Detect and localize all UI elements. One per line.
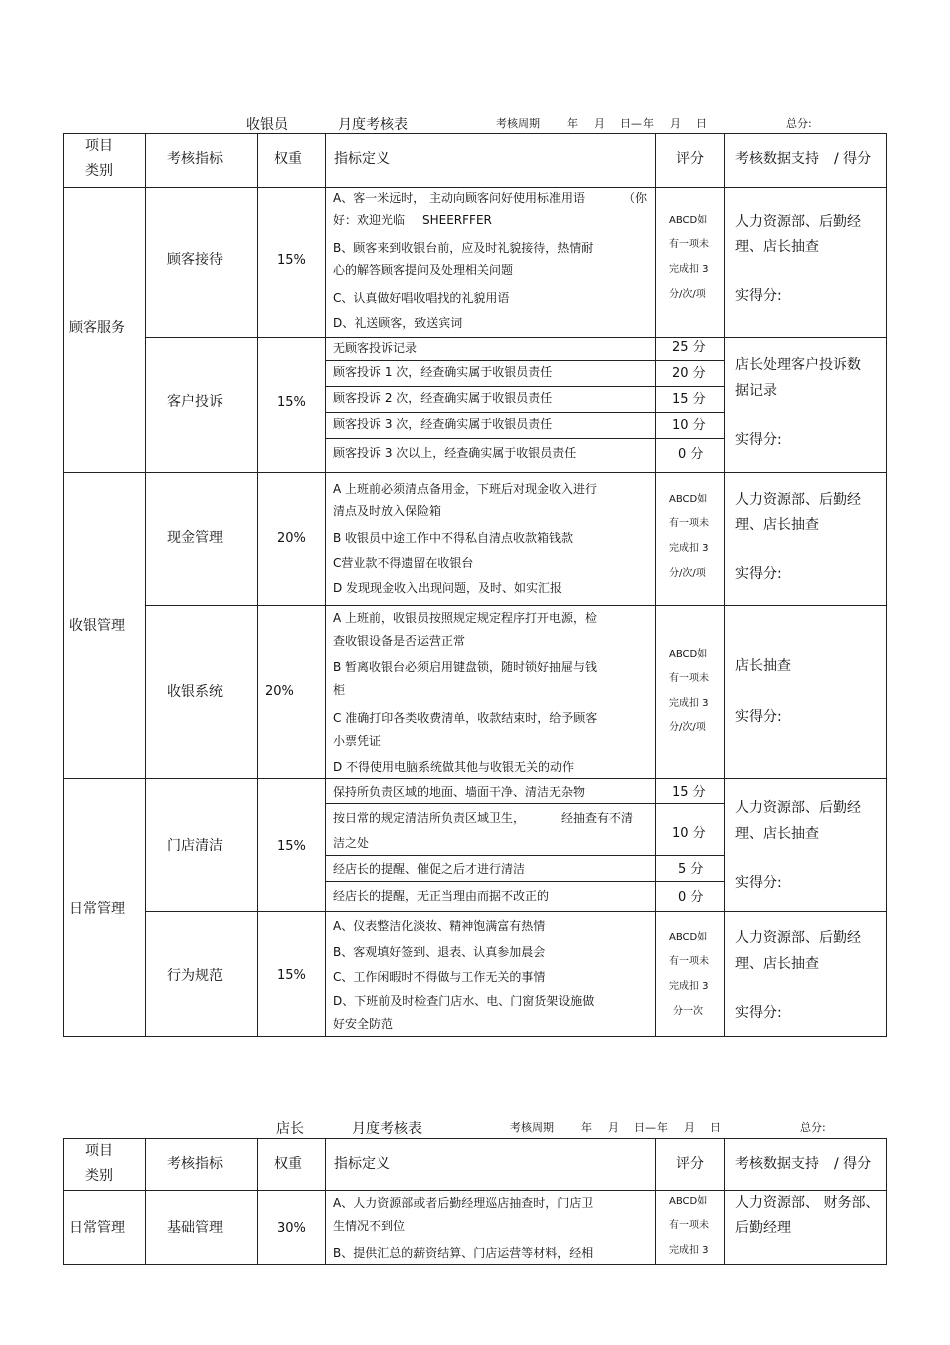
definition-line: 洁之处 — [333, 836, 370, 850]
definition-line: 顾客投诉 1 次，经查确实属于收银员责任 — [333, 365, 553, 379]
definition-line: 顾客投诉 3 次以上，经查确实属于收银员责任 — [333, 446, 577, 460]
definition-line: 好：欢迎光临 — [333, 213, 406, 227]
scoring-line: 有一项未 — [669, 518, 709, 529]
definition-line: A 上班前必须清点备用金，下班后对现金收入进行 — [333, 482, 598, 496]
scoring-line: ABCD如 — [669, 649, 708, 660]
score-value: 0 分 — [678, 447, 704, 462]
definition-line: B、客观填好签到、退表、认真参加晨会 — [333, 945, 546, 959]
total-score-label: 总分: — [800, 1121, 826, 1134]
col-header-project: 项目 — [85, 138, 113, 154]
indicator-label: 收银系统 — [167, 684, 223, 700]
period-year-end: 年 — [643, 117, 654, 130]
definition-line: D、礼送顾客，致送宾词 — [333, 316, 463, 330]
scoring-line: 有一项未 — [669, 956, 709, 967]
definition-line: A、客一米远时， 主动向顾客问好使用标准用语 — [333, 191, 586, 205]
col-header-support: 考核数据支持 — [735, 1156, 819, 1172]
scoring-line: 完成扣 3 — [669, 543, 709, 554]
col-header-scoring: 评分 — [676, 151, 704, 167]
scoring-line: 有一项未 — [669, 673, 709, 684]
category-label: 日常管理 — [69, 1220, 125, 1236]
weight-value: 20% — [265, 684, 294, 699]
scoring-line: ABCD如 — [669, 494, 708, 505]
scoring-line: 有一项未 — [669, 239, 709, 250]
indicator-label: 门店清洁 — [167, 838, 223, 854]
weight-value: 15% — [277, 395, 306, 410]
period-month-end: 月 — [684, 1121, 695, 1134]
category-label: 收银管理 — [69, 618, 125, 634]
weight-value: 20% — [277, 531, 306, 546]
score-value: 10 分 — [672, 826, 706, 841]
definition-line: 经店长的提醒、催促之后才进行清洁 — [333, 862, 526, 876]
support-line: 人力资源部、后勤经 — [735, 800, 861, 816]
definition-line: 经店长的提醒，无正当理由而据不改正的 — [333, 889, 550, 903]
actual-score-label: 实得分: — [735, 432, 782, 448]
definition-line: B、提供汇总的薪资结算、门店运营等材料，经相 — [333, 1246, 594, 1260]
scoring-line: 完成扣 3 — [669, 981, 709, 992]
form-title: 月度考核表 — [352, 1121, 422, 1137]
form-title: 月度考核表 — [338, 117, 408, 133]
definition-line: 小票凭证 — [333, 734, 382, 748]
definition-line: C、工作闲暇时不得做与工作无关的事情 — [333, 970, 546, 984]
definition-line: C 准确打印各类收费清单，收款结束时，给予顾客 — [333, 711, 598, 725]
definition-line: 无顾客投诉记录 — [333, 341, 418, 355]
support-line: 理、店长抽查 — [735, 239, 819, 255]
definition-line: D 不得使用电脑系统做其他与收银无关的动作 — [333, 760, 575, 774]
scoring-line: ABCD如 — [669, 1196, 708, 1207]
actual-score-label: 实得分: — [735, 288, 782, 304]
period-year-end: 年 — [657, 1121, 668, 1134]
support-line: 理、店长抽查 — [735, 826, 819, 842]
definition-line: D、下班前及时检查门店水、电、门窗货架设施做 — [333, 994, 595, 1008]
weight-value: 15% — [277, 253, 306, 268]
score-value: 25 分 — [672, 340, 706, 355]
category-label: 日常管理 — [69, 901, 125, 917]
support-line: 人力资源部、 财务部、 — [735, 1195, 880, 1211]
period-day-end: 日 — [696, 117, 707, 130]
period-month-end: 月 — [670, 117, 681, 130]
col-header-score: / 得分 — [834, 1156, 872, 1172]
support-line: 人力资源部、后勤经 — [735, 492, 861, 508]
scoring-line: ABCD如 — [669, 932, 708, 943]
col-header-definition: 指标定义 — [334, 151, 390, 167]
indicator-label: 现金管理 — [167, 530, 223, 546]
col-header-weight: 权重 — [274, 151, 302, 167]
scoring-line: 分一次 — [673, 1006, 703, 1017]
indicator-label: 行为规范 — [167, 968, 223, 984]
support-line: 理、店长抽查 — [735, 956, 819, 972]
definition-line: 保持所负责区域的地面、墙面干净、清洁无杂物 — [333, 785, 586, 799]
support-line: 人力资源部、后勤经 — [735, 214, 861, 230]
scoring-line: 完成扣 3 — [669, 1245, 709, 1256]
actual-score-label: 实得分: — [735, 875, 782, 891]
support-line: 据记录 — [735, 383, 777, 399]
definition-line: 心的解答顾客提问及处理相关问题 — [333, 263, 514, 277]
col-header-category: 类别 — [85, 1168, 113, 1184]
definition-line: 柜 — [333, 683, 346, 697]
definition-line: B、顾客来到收银台前，应及时礼貌接待，热情耐 — [333, 241, 594, 255]
score-value: 10 分 — [672, 418, 706, 433]
role-title: 店长 — [276, 1121, 304, 1137]
scoring-line: ABCD如 — [669, 215, 708, 226]
weight-value: 30% — [277, 1221, 306, 1236]
definition-line: B 收银员中途工作中不得私自清点收款箱钱款 — [333, 531, 574, 545]
scoring-line: 完成扣 3 — [669, 264, 709, 275]
actual-score-label: 实得分: — [735, 709, 782, 725]
score-value: 0 分 — [678, 890, 704, 905]
definition-line: C营业款不得遗留在收银台 — [333, 556, 474, 570]
period-month-start: 月 — [608, 1121, 619, 1134]
category-label: 顾客服务 — [69, 320, 125, 336]
indicator-label: 基础管理 — [167, 1220, 223, 1236]
period-day-start: 日— — [634, 1121, 656, 1134]
period-day-end: 日 — [710, 1121, 721, 1134]
total-score-label: 总分: — [786, 117, 812, 130]
actual-score-label: 实得分: — [735, 566, 782, 582]
scoring-line: 完成扣 3 — [669, 698, 709, 709]
weight-value: 15% — [277, 968, 306, 983]
definition-line: 生情况不到位 — [333, 1219, 406, 1233]
col-header-scoring: 评分 — [676, 1156, 704, 1172]
period-label: 考核周期 — [496, 117, 540, 130]
definition-line: 顾客投诉 3 次，经查确实属于收银员责任 — [333, 417, 553, 431]
definition-line: A、人力资源部或者后勤经理巡店抽查时，门店卫 — [333, 1196, 594, 1210]
definition-line: B 暂离收银台必须启用键盘锁，随时锁好抽屉与钱 — [333, 660, 598, 674]
period-year-start: 年 — [567, 117, 578, 130]
weight-value: 15% — [277, 839, 306, 854]
col-header-support: 考核数据支持 — [735, 151, 819, 167]
role-title: 收银员 — [246, 117, 288, 133]
col-header-weight: 权重 — [274, 1156, 302, 1172]
indicator-label: 客户投诉 — [167, 394, 223, 410]
definition-line: （你 — [623, 191, 648, 205]
period-label: 考核周期 — [510, 1121, 554, 1134]
support-line: 理、店长抽查 — [735, 517, 819, 533]
brand-name: SHEERFFER — [422, 213, 492, 227]
col-header-project: 项目 — [85, 1143, 113, 1159]
score-value: 20 分 — [672, 366, 706, 381]
support-line: 后勤经理 — [735, 1220, 791, 1236]
support-line: 店长抽查 — [735, 658, 791, 674]
support-line: 店长处理客户投诉数 — [735, 357, 861, 373]
col-header-indicator: 考核指标 — [167, 151, 223, 167]
support-line: 人力资源部、后勤经 — [735, 930, 861, 946]
actual-score-label: 实得分: — [735, 1005, 782, 1021]
scoring-line: 有一项未 — [669, 1220, 709, 1231]
period-year-start: 年 — [581, 1121, 592, 1134]
definition-line: 查收银设备是否运营正常 — [333, 634, 466, 648]
col-header-indicator: 考核指标 — [167, 1156, 223, 1172]
scoring-line: 分/次/项 — [669, 722, 706, 733]
definition-line: 清点及时放入保险箱 — [333, 504, 442, 518]
definition-line: A、仪表整洁化淡妆、精神饱满富有热情 — [333, 919, 546, 933]
col-header-definition: 指标定义 — [334, 1156, 390, 1172]
col-header-score: / 得分 — [834, 151, 872, 167]
definition-line: C、认真做好唱收唱找的礼貌用语 — [333, 291, 510, 305]
score-value: 15 分 — [672, 785, 706, 800]
definition-line: 好安全防范 — [333, 1017, 394, 1031]
col-header-category: 类别 — [85, 163, 113, 179]
definition-line: 顾客投诉 2 次，经查确实属于收银员责任 — [333, 391, 553, 405]
indicator-label: 顾客接待 — [167, 252, 223, 268]
scoring-line: 分/次/项 — [669, 289, 706, 300]
scoring-line: 分/次/项 — [669, 568, 706, 579]
definition-line: 按日常的规定清洁所负责区域卫生， — [333, 811, 526, 825]
score-value: 5 分 — [678, 862, 704, 877]
definition-line: D 发现现金收入出现问题，及时、如实汇报 — [333, 581, 563, 595]
definition-line: 经抽查有不清 — [561, 811, 634, 825]
period-day-start: 日— — [620, 117, 642, 130]
period-month-start: 月 — [594, 117, 605, 130]
definition-line: A 上班前，收银员按照规定规定程序打开电源，检 — [333, 611, 598, 625]
score-value: 15 分 — [672, 392, 706, 407]
